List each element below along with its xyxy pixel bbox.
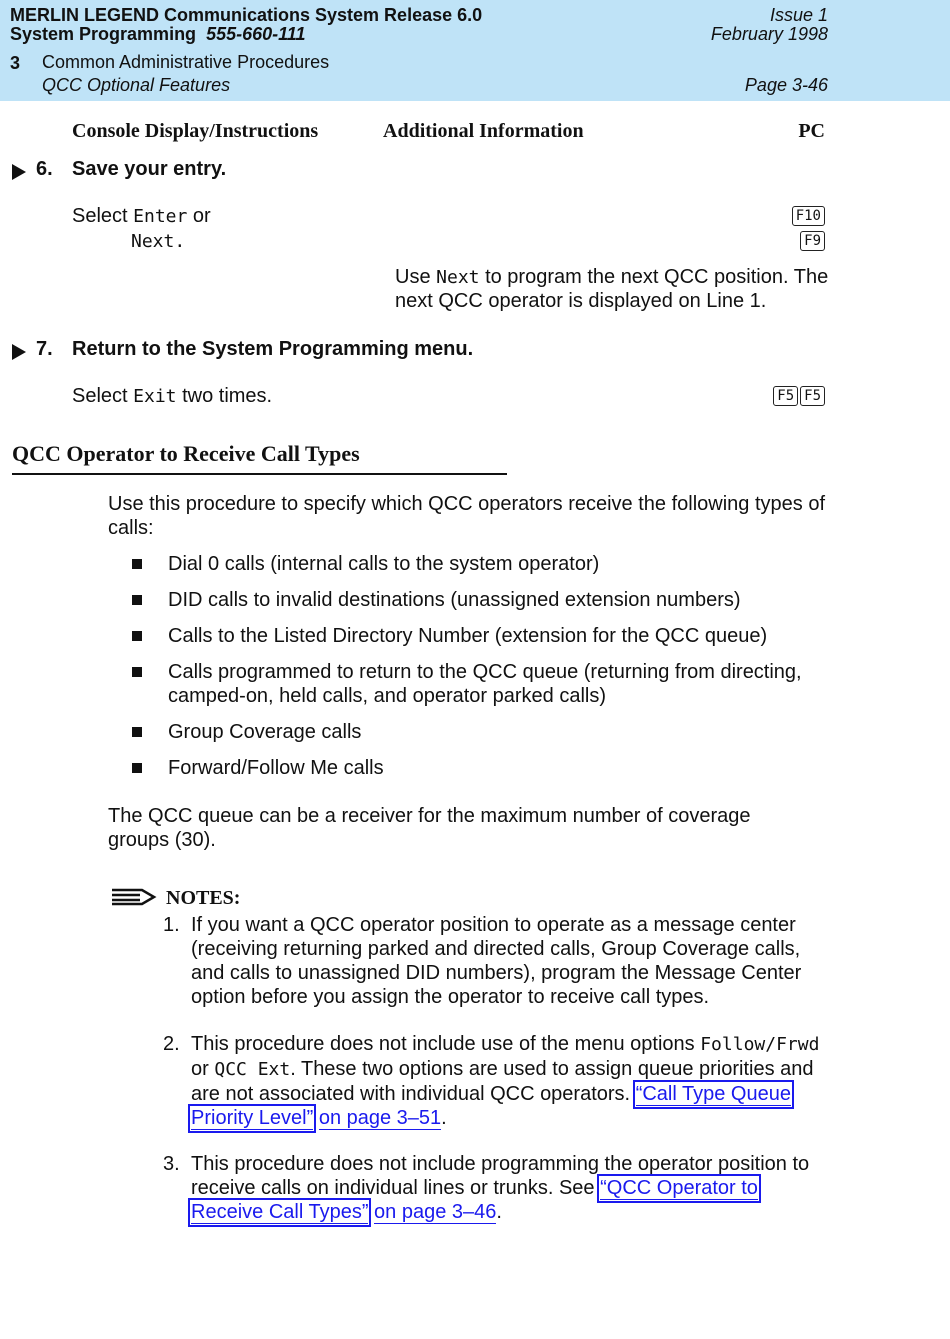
doc-number: 555-660-111 (206, 24, 306, 44)
chapter-number: 3 (10, 53, 21, 73)
date: February 1998 (710, 24, 828, 44)
list-item: Dial 0 calls (internal calls to the system operator) (168, 553, 600, 575)
page-3-46-link[interactable]: on page 3–46 (374, 1201, 497, 1223)
list-item: DID calls to invalid destinations (unassigned extension numbers) (168, 589, 741, 611)
note-3 (191, 1152, 821, 1224)
qcc-operator-link[interactable]: “QCC Operator to Receive Call Types” (191, 1177, 758, 1223)
note-3-number: 3. (163, 1153, 180, 1175)
step-7-title: Return to the System Programming menu. (72, 338, 474, 360)
subtitle-text: System Programming (10, 24, 197, 44)
follow-frwd-option: Follow/Frwd (700, 1034, 820, 1055)
note-1-number: 1. (163, 914, 180, 936)
step-6-info-line2: next QCC operator is displayed on Line 1. (395, 290, 767, 312)
or-text: or (191, 1058, 209, 1080)
bullet-icon (132, 559, 142, 569)
bullet-icon (132, 631, 142, 641)
qcc-ext-option: QCC Ext (214, 1059, 291, 1080)
notes-label: NOTES: (166, 887, 241, 909)
list-item: Calls programmed to return to the QCC queue (returning from directing, camped-on, held calls, and operator parked calls) (168, 661, 802, 707)
step-6-number: 6. (36, 158, 53, 180)
step-7-number: 7. (36, 338, 53, 360)
info-use: Use (395, 266, 431, 288)
f9-key[interactable] (798, 231, 825, 251)
section-title: QCC Optional Features (42, 75, 231, 95)
next-option: Next. (131, 231, 186, 252)
step-arrow-icon (12, 344, 26, 360)
section-intro: Use this procedure to specify which QCC operators receive the following types of calls: (108, 493, 826, 539)
note-1: If you want a QCC operator position to operate as a message center (receiving returning parked and directed calls, Group Coverage calls, and calls to unassigned DID numbers), program the Message Center option before you assign the operator to receive call types. (191, 914, 802, 1008)
list-item: Calls to the Listed Directory Number (extension for the QCC queue) (168, 625, 768, 647)
doc-title: MERLIN LEGEND Communications System Release 6.0 (10, 5, 483, 25)
info-rest: to program the next QCC position. The (485, 266, 829, 288)
bullet-icon (132, 727, 142, 737)
queue-text: The QCC queue can be a receiver for the maximum number of coverage groups (30). (108, 805, 751, 851)
f10-key[interactable] (790, 206, 825, 226)
page-header (0, 0, 950, 101)
list-item: Forward/Follow Me calls (168, 757, 384, 779)
period: . (441, 1107, 447, 1129)
note-2-number: 2. (163, 1033, 180, 1055)
call-type-queue-link[interactable]: “Call Type Queue Priority Level” (191, 1083, 791, 1129)
notes-icon (110, 886, 158, 908)
page-3-51-link[interactable]: on page 3–51 (318, 1107, 442, 1129)
note-2-text-b: . These two options are used to assign queue priorities and are not associated with individual QCC operators. (191, 1058, 814, 1105)
times-text: two times. (182, 385, 273, 407)
period: . (496, 1201, 502, 1223)
section-heading: QCC Operator to Receive Call Types (12, 441, 360, 466)
step-6-info-line1 (395, 265, 828, 290)
bullet-icon (132, 595, 142, 605)
note-3-text: This procedure does not include programming the operator position to receive calls on individual lines or trunks. See (191, 1153, 810, 1199)
column-console: Console Display/Instructions (72, 120, 319, 142)
or-text: or (192, 205, 211, 227)
issue: Issue 1 (769, 5, 828, 25)
doc-subtitle (10, 23, 306, 45)
page-number: Page 3-46 (744, 75, 828, 95)
step-6-select (72, 204, 211, 229)
f5-key[interactable]: F5 (773, 386, 798, 406)
chapter-title: Common Administrative Procedures (42, 52, 330, 72)
enter-option: Enter (133, 206, 188, 227)
section-rule (12, 473, 507, 475)
step-6-title: Save your entry. (72, 158, 227, 180)
f5-keys (771, 386, 825, 406)
select-label: Select (72, 205, 128, 227)
list-item: Group Coverage calls (168, 721, 362, 743)
select-label: Select (72, 385, 128, 407)
note-2 (191, 1032, 821, 1130)
f5-key[interactable]: F5 (800, 386, 825, 406)
exit-option: Exit (133, 386, 177, 407)
bullet-icon (132, 667, 142, 677)
column-pc: PC (798, 120, 825, 142)
info-next-code: Next (436, 267, 480, 288)
bullet-icon (132, 763, 142, 773)
f10-key-label: F10 (792, 206, 825, 226)
column-info: Additional Information (383, 120, 584, 142)
f9-key-label: F9 (800, 231, 825, 251)
step-arrow-icon (12, 164, 26, 180)
note-2-text-a: This procedure does not include use of the menu options (191, 1033, 695, 1055)
step-7-select (72, 384, 272, 409)
